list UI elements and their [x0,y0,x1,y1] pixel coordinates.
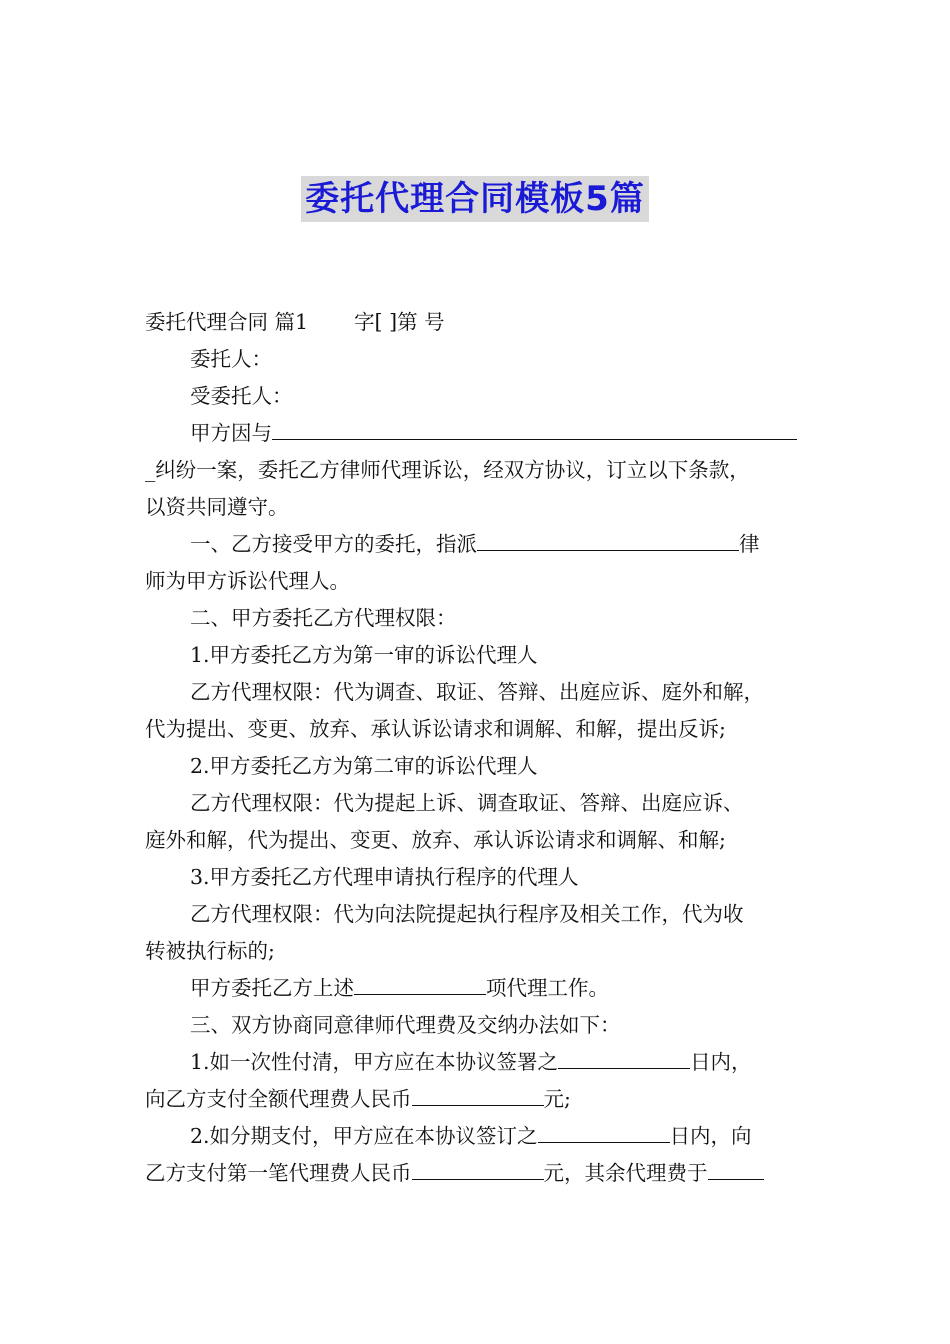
text-line: 代为提出、变更、放弃、承认诉讼请求和调解、和解，提出反诉; [145,717,726,741]
text-line: 乙方代理权限：代为提起上诉、调查取证、答辩、出庭应诉、 [190,791,744,815]
text-span: 日内，向 [669,1124,752,1148]
text-line [145,415,820,452]
text-line [145,526,820,563]
text-line [145,1155,820,1192]
fill-blank[interactable] [538,1120,670,1143]
text-line: 乙方代理权限：代为调查、取证、答辩、出庭应诉、庭外和解， [190,680,764,704]
title-wrap [0,176,950,222]
doc-label: 委托代理合同 篇1 [145,310,309,334]
text-line: 庭外和解，代为提出、变更、放弃、承认诉讼请求和调解、和解; [145,828,726,852]
agent-line: 受委托人： [190,384,293,408]
fill-blank[interactable] [412,1157,544,1180]
text-span: 1.如一次性付清，甲方应在本协议签署之 [190,1050,559,1074]
text-span: 向乙方支付全额代理费人民币 [145,1087,412,1111]
document-body [145,304,820,1192]
text-span: 律 [739,532,760,556]
principal-line: 委托人： [190,347,272,371]
text-span: 甲方因与 [190,421,272,445]
fill-blank[interactable] [558,1046,690,1069]
clause-item: 1.甲方委托乙方为第一审的诉讼代理人 [190,643,538,667]
clause-item: 2.甲方委托乙方为第二审的诉讼代理人 [190,754,538,778]
text-span: 日内， [690,1050,752,1074]
fill-blank[interactable] [412,1083,544,1106]
clause-item: 3.甲方委托乙方代理申请执行程序的代理人 [190,865,579,889]
text-line: 以资共同遵守。 [145,495,289,519]
text-line [145,1118,820,1155]
text-span: 项代理工作。 [486,976,609,1000]
text-line: 师为甲方诉讼代理人。 [145,569,350,593]
text-span: 甲方委托乙方上述 [190,976,354,1000]
header-line [145,304,820,341]
fill-blank[interactable] [272,417,797,440]
text-span: 乙方支付第一笔代理费人民币 [145,1161,412,1185]
document-title: 委托代理合同模板5篇 [301,176,649,222]
text-span: 一、乙方接受甲方的委托，指派 [190,532,477,556]
text-line [145,1081,820,1118]
text-span: 2.如分期支付，甲方应在本协议签订之 [190,1124,538,1148]
text-line: 乙方代理权限：代为向法院提起执行程序及相关工作，代为收 [190,902,744,926]
text-line: 转被执行标的; [145,939,275,963]
section-heading: 三、双方协商同意律师代理费及交纳办法如下： [190,1013,621,1037]
fill-blank[interactable] [477,528,739,551]
fill-blank[interactable] [354,972,486,995]
text-span: 元; [543,1087,571,1111]
section-heading: 二、甲方委托乙方代理权限： [190,606,457,630]
text-span: 元，其余代理费于 [543,1161,708,1185]
text-line: _纠纷一案，委托乙方律师代理诉讼，经双方协议，订立以下条款， [145,458,750,482]
text-line [145,970,820,1007]
text-line [145,1044,820,1081]
fill-blank[interactable] [708,1157,764,1180]
number-label: 字[ ]第 号 [354,310,445,334]
